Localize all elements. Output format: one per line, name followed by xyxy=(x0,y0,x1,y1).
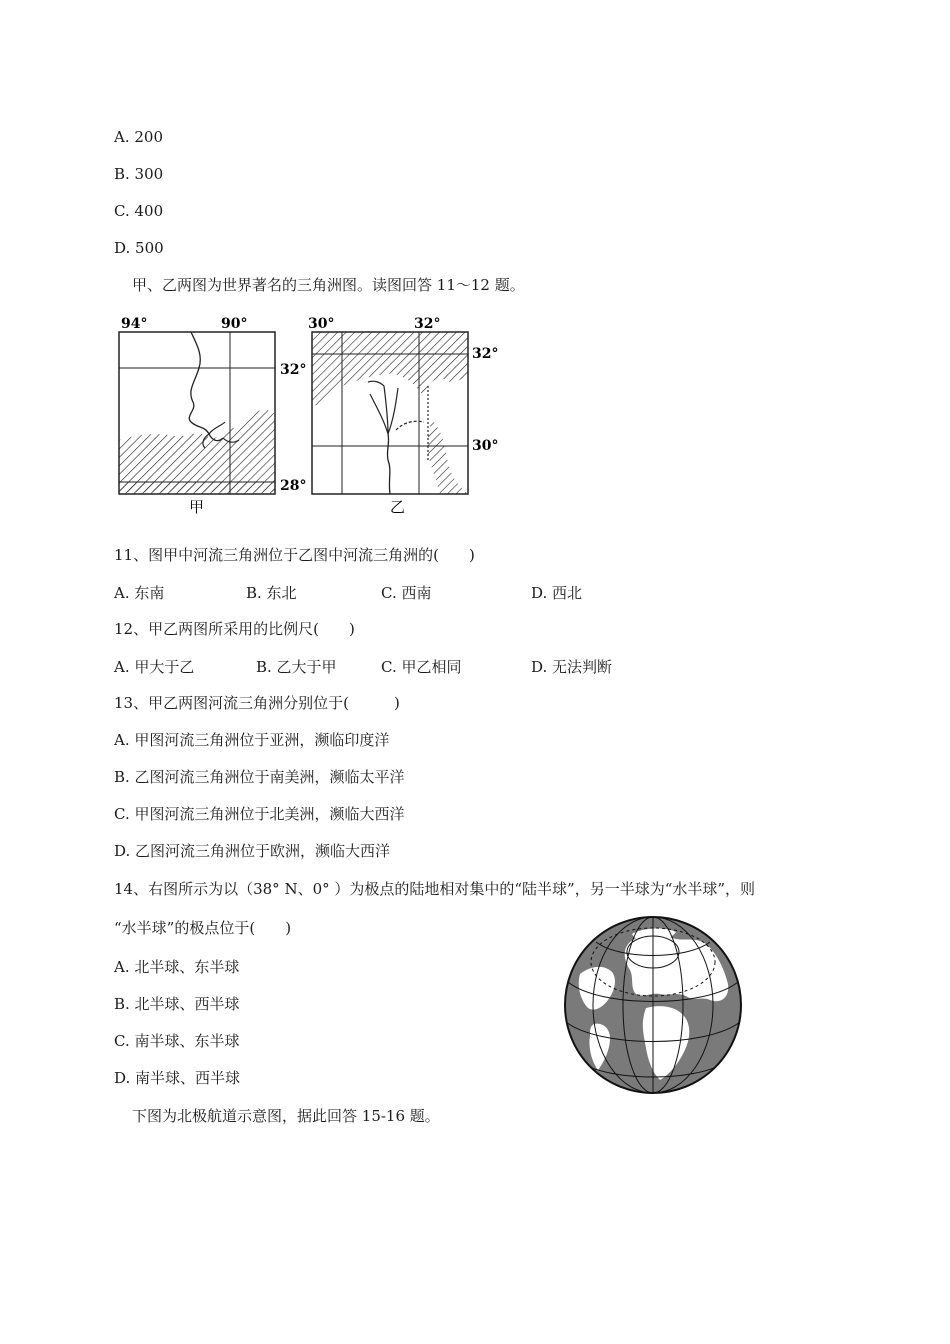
q10-option-d: D. 500 xyxy=(114,239,164,257)
q12-option-b: B. 乙大于甲 xyxy=(256,658,337,676)
q11-option-b: B. 东北 xyxy=(246,584,297,602)
q11-option-d: D. 西北 xyxy=(531,584,583,602)
q10-option-c: C. 400 xyxy=(114,202,164,220)
yi-lon-left: 30° xyxy=(308,316,335,332)
q14-stem-line2: “水半球”的极点位于( ) xyxy=(114,919,292,937)
intro-15-16: 下图为北极航道示意图，据此回答 15-16 题。 xyxy=(132,1107,440,1125)
jia-lat-bottom: 28° xyxy=(280,478,307,494)
q11-option-c: C. 西南 xyxy=(381,584,432,602)
q13-option-a: A. 甲图河流三角洲位于亚洲，濒临印度洋 xyxy=(114,731,390,749)
delta-map-yi xyxy=(300,310,515,520)
q12-stem: 12、甲乙两图所采用的比例尺( ) xyxy=(114,620,355,638)
yi-coast xyxy=(396,421,424,430)
q12-option-d: D. 无法判断 xyxy=(531,658,613,676)
yi-sea xyxy=(312,332,468,405)
jia-lon-left: 94° xyxy=(121,316,148,332)
q13-stem: 13、甲乙两图河流三角洲分别位于( ) xyxy=(114,694,400,712)
land-hemisphere-globe xyxy=(560,912,746,1098)
yi-lon-right: 32° xyxy=(414,316,441,332)
yi-river-delta xyxy=(368,381,398,434)
q14-stem-line1: 14、右图所示为以（38° N、0° ）为极点的陆地相对集中的“陆半球”，另一半球为“水半球”，则 xyxy=(114,880,756,898)
q11-stem: 11、图甲中河流三角洲位于乙图中河流三角洲的( ) xyxy=(114,546,475,564)
q14-option-a: A. 北半球、东半球 xyxy=(114,958,240,976)
q12-option-a: A. 甲大于乙 xyxy=(114,658,195,676)
q12-option-c: C. 甲乙相同 xyxy=(381,658,462,676)
q13-option-c: C. 甲图河流三角洲位于北美洲，濒临大西洋 xyxy=(114,805,405,823)
q14-option-b: B. 北半球、西半球 xyxy=(114,995,240,1013)
q11-option-a: A. 东南 xyxy=(114,584,165,602)
jia-caption: 甲 xyxy=(189,498,205,516)
jia-sea xyxy=(119,410,275,492)
yi-lat-top: 32° xyxy=(472,346,499,362)
jia-lon-right: 90° xyxy=(221,316,248,332)
yi-river xyxy=(387,434,390,494)
q10-option-a: A. 200 xyxy=(114,128,163,146)
q13-option-b: B. 乙图河流三角洲位于南美洲，濒临太平洋 xyxy=(114,768,405,786)
q14-option-c: C. 南半球、东半球 xyxy=(114,1032,240,1050)
jia-bottom-band xyxy=(119,482,275,494)
yi-caption: 乙 xyxy=(390,498,406,516)
q14-option-d: D. 南半球、西半球 xyxy=(114,1069,241,1087)
jia-river xyxy=(189,332,223,441)
jia-lat-top: 32° xyxy=(280,362,307,378)
yi-lat-bottom: 30° xyxy=(472,438,499,454)
delta-map-jia xyxy=(105,310,310,520)
q13-option-d: D. 乙图河流三角洲位于欧洲，濒临大西洋 xyxy=(114,842,391,860)
yi-sea-east xyxy=(427,420,468,494)
intro-11-12: 甲、乙两图为世界著名的三角洲图。读图回答 11～12 题。 xyxy=(132,276,525,294)
q10-option-b: B. 300 xyxy=(114,165,164,183)
